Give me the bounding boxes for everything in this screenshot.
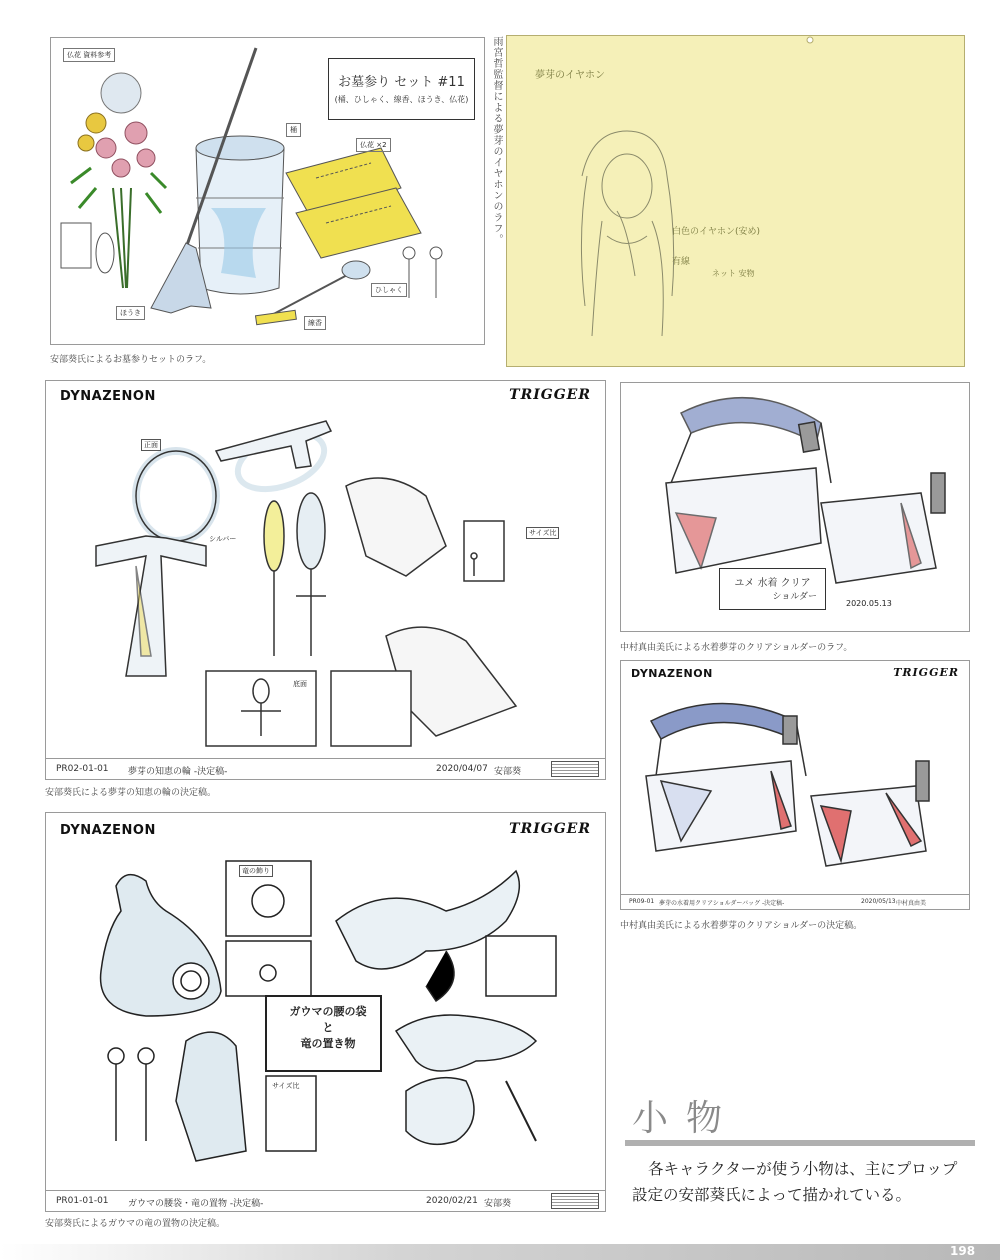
dragon-title-box (278, 1003, 378, 1051)
dragon-label-ornament: 竜の飾り (239, 865, 273, 877)
grave-label-flowers: 仏花 ×2 (356, 138, 391, 152)
ankh-sheet (45, 380, 606, 780)
ankh-footer-code: PR02-01-01 (56, 764, 109, 774)
dragon-footer-author: 安部葵 (484, 1199, 512, 1209)
earphone-note-wired: 有線 (672, 257, 691, 267)
bag-rough-note-line2: ショルダー (772, 592, 817, 602)
grave-label-ladle: ひしゃく (371, 283, 407, 297)
grave-label-flower-ref: 仏花 資料参考 (63, 48, 115, 62)
dragon-title-line2: と (322, 1021, 334, 1034)
bag-trigger-logo: TRIGGER (893, 666, 959, 679)
grave-label-incense: 線香 (304, 316, 326, 330)
dragon-approval-stamp (551, 1193, 599, 1209)
earphone-note-title: 夢芽のイヤホン (535, 70, 605, 81)
ankh-footer (46, 758, 605, 779)
ankh-caption: 安部葵氏による夢芽の知恵の輪の決定稿。 (45, 788, 217, 798)
bag-rough-note-line1: ユメ 水着 クリア (734, 578, 811, 589)
ankh-label-silver: シルバー (209, 535, 237, 543)
bag-footer-title: 夢芽の水着用クリアショルダーバッグ -決定稿- (659, 900, 785, 907)
dragon-sheet (45, 812, 606, 1212)
ankh-label-bottom: 底面 (293, 680, 307, 688)
bag-footer-author: 中村真由美 (896, 900, 927, 907)
grave-set-title: お墓参り セット #11 (338, 75, 465, 90)
ankh-label-front: 正面 (141, 439, 161, 451)
dragon-dynazenon-logo: DYNAZENON (60, 823, 156, 838)
incense-pack-drawing (286, 148, 421, 258)
ankh-footer-author: 安部葵 (494, 767, 522, 777)
bag-rough-sheet (620, 382, 970, 632)
ankh-footer-date: 2020/04/07 (436, 764, 488, 774)
ankh-trigger-logo: TRIGGER (509, 387, 591, 403)
bag-footer-code: PR09-01 (629, 898, 655, 905)
bag-final-illustration (621, 681, 969, 891)
grave-set-caption: 安部葵氏によるお墓参りセットのラフ。 (50, 355, 212, 365)
earphone-note-cheap: ネット 安物 (712, 269, 755, 278)
bag-final-sheet (620, 660, 970, 910)
section-body: 各キャラクターが使う小物は、主にプロップ設定の安部葵氏によって描かれている。 (632, 1160, 958, 1204)
flower-bouquet-drawing (71, 73, 166, 288)
dragon-caption: 安部葵氏によるガウマの竜の置物の決定稿。 (45, 1219, 226, 1229)
earphone-vertical-caption: 雨宮哲監督による夢芽のイヤホンのラフ。 (491, 36, 502, 245)
bag-rough-date: 2020.05.13 (846, 599, 892, 608)
dragon-label-size: サイズ比 (272, 1082, 300, 1090)
dragon-title-line1: ガウマの腰の袋 (289, 1005, 367, 1018)
dragon-trigger-logo: TRIGGER (509, 821, 591, 837)
dragon-footer-date: 2020/02/21 (426, 1196, 478, 1206)
grave-label-broom: ほうき (116, 306, 145, 320)
dragon-footer-title: ガウマの腰袋・竜の置物 -決定稿- (128, 1199, 264, 1209)
grave-set-subtitle: (桶、ひしゃく、線香、ほうき、仏花) (334, 95, 469, 104)
earphone-note-white: 白色のイヤホン(安め) (672, 227, 761, 237)
dragon-footer (46, 1190, 605, 1211)
grave-set-title-box (328, 58, 475, 120)
bag-rough-note-box (719, 568, 826, 610)
earphone-sketch (507, 36, 964, 366)
dragon-footer-code: PR01-01-01 (56, 1196, 109, 1206)
ankh-dynazenon-logo: DYNAZENON (60, 389, 156, 404)
grave-set-sheet (50, 37, 485, 345)
bag-rough-caption: 中村真由美氏による水着夢芽のクリアショルダーのラフ。 (620, 643, 853, 653)
dragon-title-line3: 竜の置き物 (300, 1037, 356, 1050)
bag-dynazenon-logo: DYNAZENON (631, 667, 713, 680)
page-footer-bar (0, 1244, 1000, 1260)
ankh-footer-title: 夢芽の知恵の輪 -決定稿- (128, 767, 228, 777)
ankh-approval-stamp (551, 761, 599, 777)
ankh-label-size: サイズ比 (526, 527, 559, 539)
ankh-illustration (46, 406, 605, 756)
section-heading: 小物 (632, 1098, 741, 1139)
bag-footer-date: 2020/05/13 (861, 898, 896, 905)
page-number: 198 (950, 1244, 976, 1258)
earphone-rough-sheet (506, 35, 965, 367)
bag-final-footer (621, 894, 969, 909)
grave-label-bucket: 桶 (286, 123, 301, 137)
bag-final-caption: 中村真由美氏による水着夢芽のクリアショルダーの決定稿。 (620, 921, 863, 931)
section-heading-bar (625, 1140, 975, 1146)
bucket-drawing (196, 136, 284, 294)
